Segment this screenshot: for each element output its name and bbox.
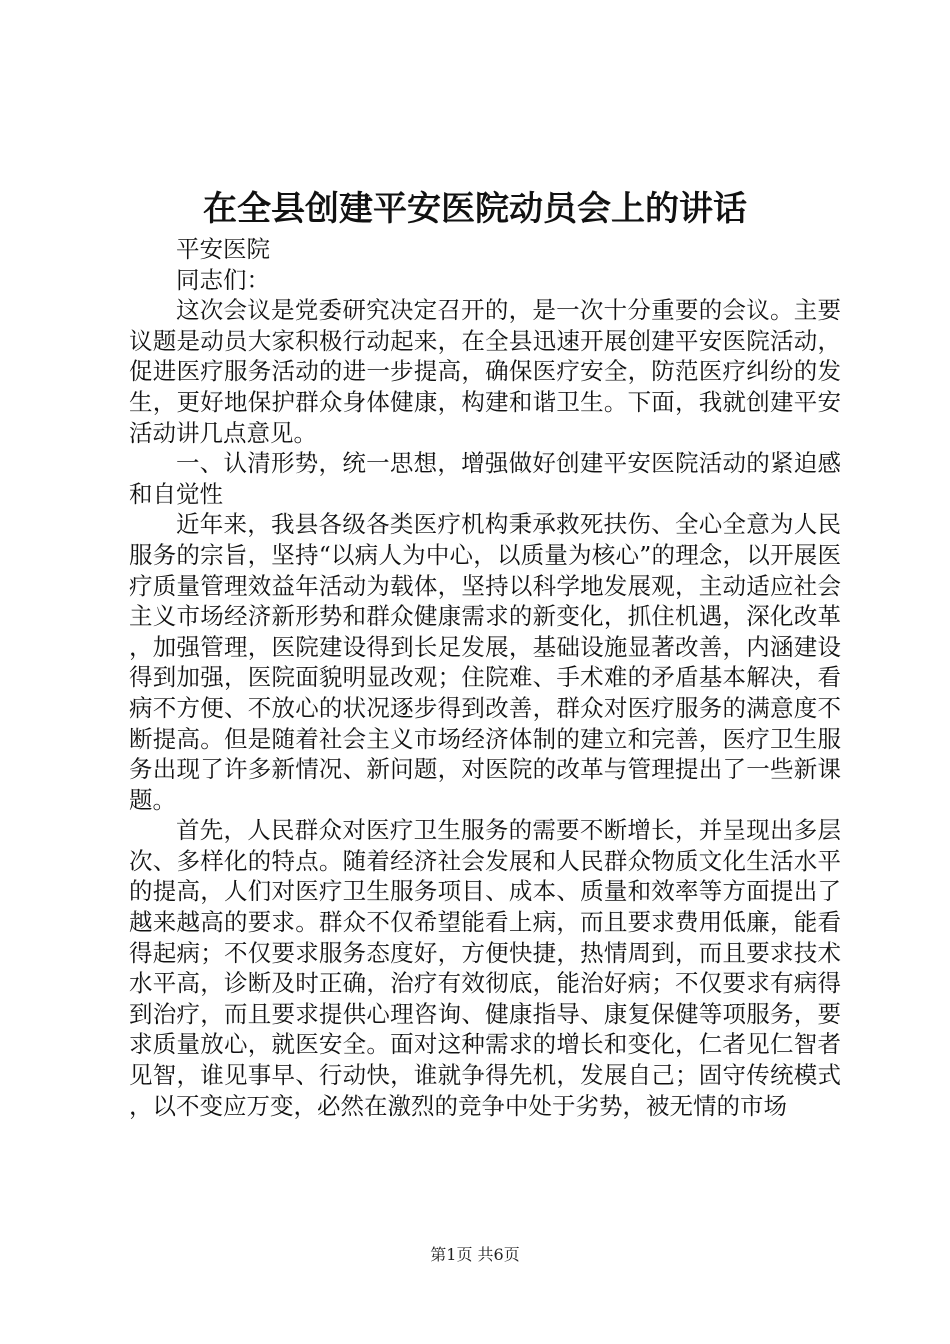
page-footer: 第1页 共6页 (430, 1245, 520, 1264)
document-title: 在全县创建平安医院动员会上的讲话 (203, 189, 747, 229)
section-heading: 一、认清形势，统一思想，增强做好创建平安医院活动的紧迫感和自觉性 (129, 449, 841, 508)
paragraph: 首先，人民群众对医疗卫生服务的需要不断增长，并呈现出多层次、多样化的特点。随着经济社会发展和人民群众物质文化生活水平的提高，人们对医疗卫生服务项目、成本、质量和效率等方面提出了越来越高的要求。群众不仅希望能看上病，而且要求费用低廉，能看得起病；不仅要求服务态度好，方便快捷，热情周到，而且要求技术水平高，诊断及时正确，治疗有效彻底，能治好病；不仅要求有病得到治疗，而且要求提供心理咨询、健康指导、康复保健等项服务，要求质量放心，就医安全。面对这种需求的增长和变化，仁者见仁智者见智，谁见事早、行动快，谁就争得先机，发展自己；固守传统模式，以不变应万变，必然在激烈的竞争中处于劣势，被无情的市场 (129, 816, 841, 1120)
paragraph: 这次会议是党委研究决定召开的，是一次十分重要的会议。主要议题是动员大家积极行动起来，在全县迅速开展创建平安医院活动，促进医疗服务活动的进一步提高，确保医疗安全，防范医疗纠纷的发生，更好地保护群众身体健康，构建和谐卫生。下面，我就创建平安活动讲几点意见。 (129, 296, 841, 447)
subject-line: 平安医院 (176, 235, 270, 263)
document-body (129, 234, 841, 1121)
paragraph: 近年来，我县各级各类医疗机构秉承救死扶伤、全心全意为人民服务的宗旨，坚持“以病人为中心，以质量为核心”的理念，以开展医疗质量管理效益年活动为载体，坚持以科学地发展观，主动适应社会主义市场经济新形势和群众健康需求的新变化，抓住机遇，深化改革，加强管理，医院建设得到长足发展，基础设施显著改善，内涵建设得到加强，医院面貌明显改观；住院难、手术难的矛盾基本解决，看病不方便、不放心的状况逐步得到改善，群众对医疗服务的满意度不断提高。但是随着社会主义市场经济体制的建立和完善，医疗卫生服务出现了许多新情况、新问题，对医院的改革与管理提出了一些新课题。 (129, 510, 841, 814)
salutation: 同志们： (176, 265, 270, 294)
